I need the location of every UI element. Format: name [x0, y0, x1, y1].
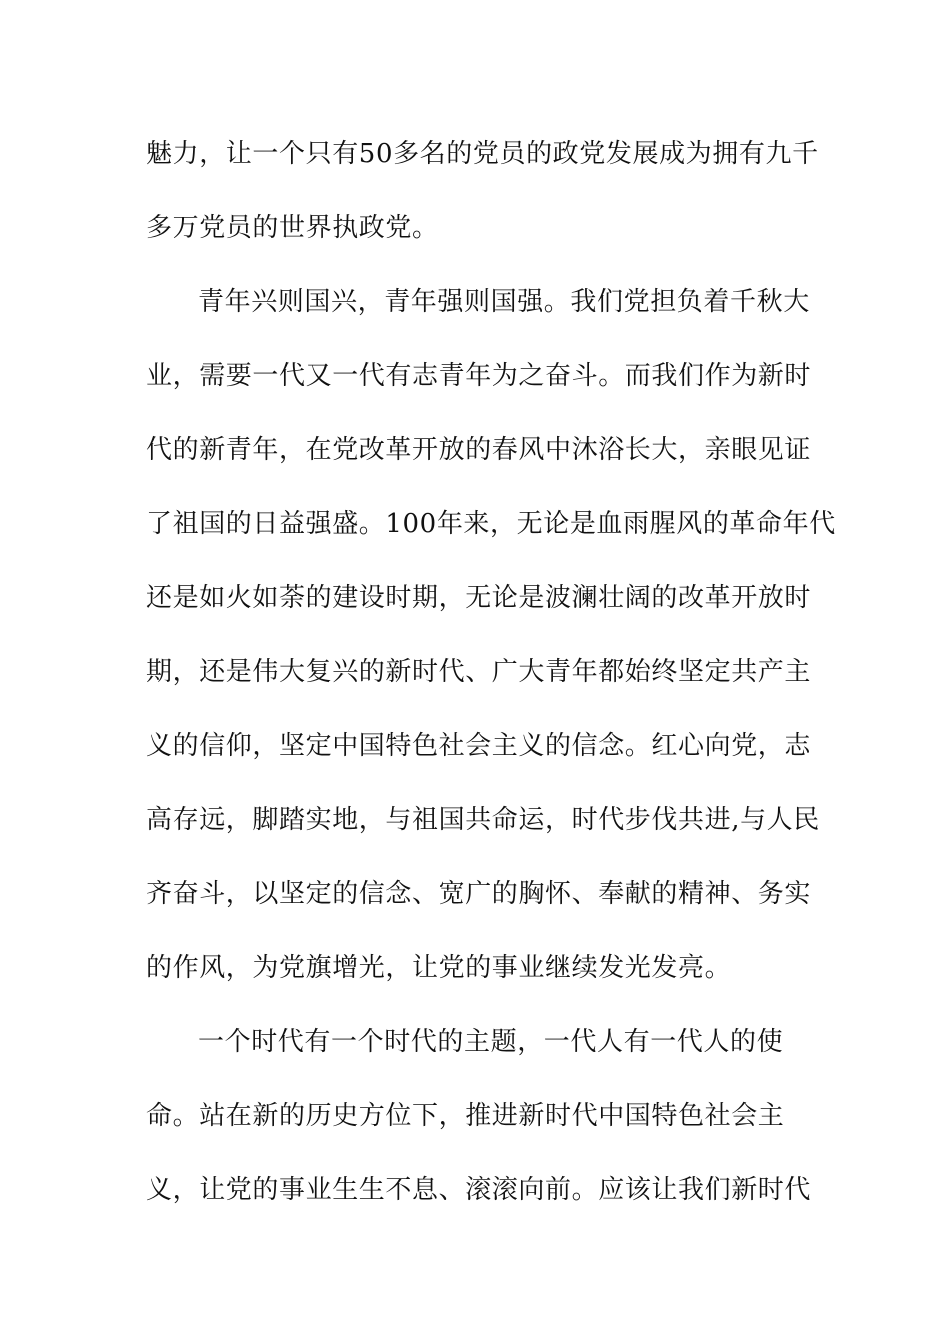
- text-line: 高存远，脚踏实地，与祖国共命运，时代步伐共进,与人民: [146, 805, 820, 835]
- text-line: 的作风，为党旗增光，让党的事业继续发光发亮。: [146, 953, 732, 983]
- text-line: 魅力，让一个只有50多名的党员的政党发展成为拥有九千: [146, 139, 819, 169]
- text-line: 还是如火如荼的建设时期，无论是波澜壮阔的改革开放时: [146, 583, 812, 613]
- text-line: 代的新青年，在党改革开放的春风中沐浴长大，亲眼见证: [146, 435, 812, 465]
- paragraph-start-line: 一个时代有一个时代的主题，一代人有一代人的使: [198, 1027, 784, 1057]
- text-line: 期，还是伟大复兴的新时代、广大青年都始终坚定共产主: [146, 657, 812, 687]
- text-line: 多万党员的世界执政党。: [146, 213, 439, 243]
- paragraph-start-line: 青年兴则国兴，青年强则国强。我们党担负着千秋大: [198, 287, 810, 317]
- text-line: 义，让党的事业生生不息、滚滚向前。应该让我们新时代: [146, 1175, 812, 1205]
- text-line: 齐奋斗，以坚定的信念、宽广的胸怀、奉献的精神、务实: [146, 879, 812, 909]
- text-line: 义的信仰，坚定中国特色社会主义的信念。红心向党，志: [146, 731, 812, 761]
- text-line: 命。站在新的历史方位下，推进新时代中国特色社会主: [146, 1101, 785, 1131]
- text-line: 了祖国的日益强盛。100年来，无论是血雨腥风的革命年代: [146, 509, 836, 539]
- text-line: 业，需要一代又一代有志青年为之奋斗。而我们作为新时: [146, 361, 812, 391]
